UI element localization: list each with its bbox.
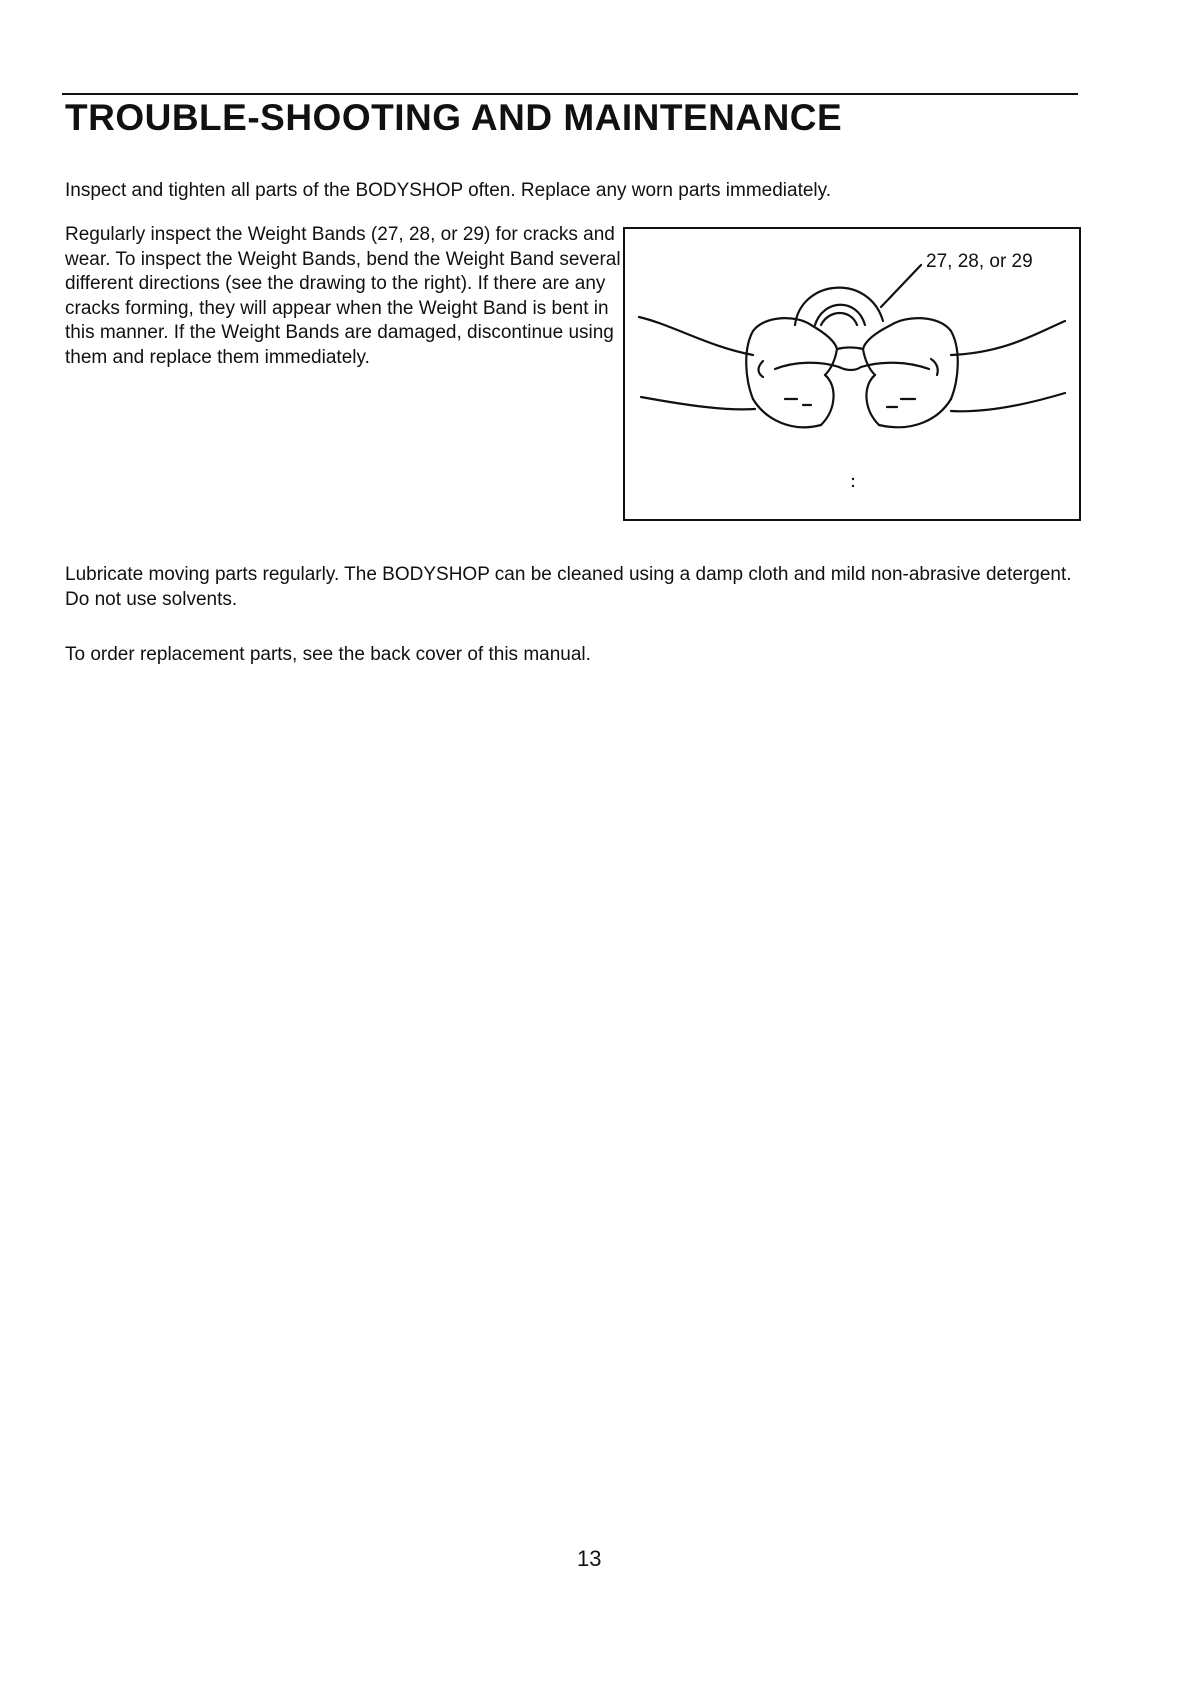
- lubricate-paragraph: Lubricate moving parts regularly. The BODYSHOP can be cleaned using a damp cloth and mild non-abrasive detergent. Do not use solvents.: [65, 564, 1072, 610]
- weight-band-figure: [623, 227, 1081, 521]
- page-number: 13: [577, 1546, 602, 1571]
- figure-callout-label: 27, 28, or 29: [926, 251, 1033, 272]
- order-parts-paragraph: To order replacement parts, see the back cover of this manual.: [65, 644, 591, 665]
- page-title: TROUBLE-SHOOTING AND MAINTENANCE: [65, 97, 843, 138]
- title-rule: [62, 93, 1078, 95]
- intro-paragraph: Inspect and tighten all parts of the BODYSHOP often. Replace any worn parts immediately.: [65, 180, 832, 201]
- weight-band-paragraph: Regularly inspect the Weight Bands (27, 28, or 29) for cracks and wear. To inspect the Weight Bands, bend the Weight Band several different directions (see the drawing to the right). If there are any cracks forming, they will appear when the Weight Band is bent in this manner. If the Weight Bands are damaged, discontinue using them and replace them immediately.: [65, 224, 621, 368]
